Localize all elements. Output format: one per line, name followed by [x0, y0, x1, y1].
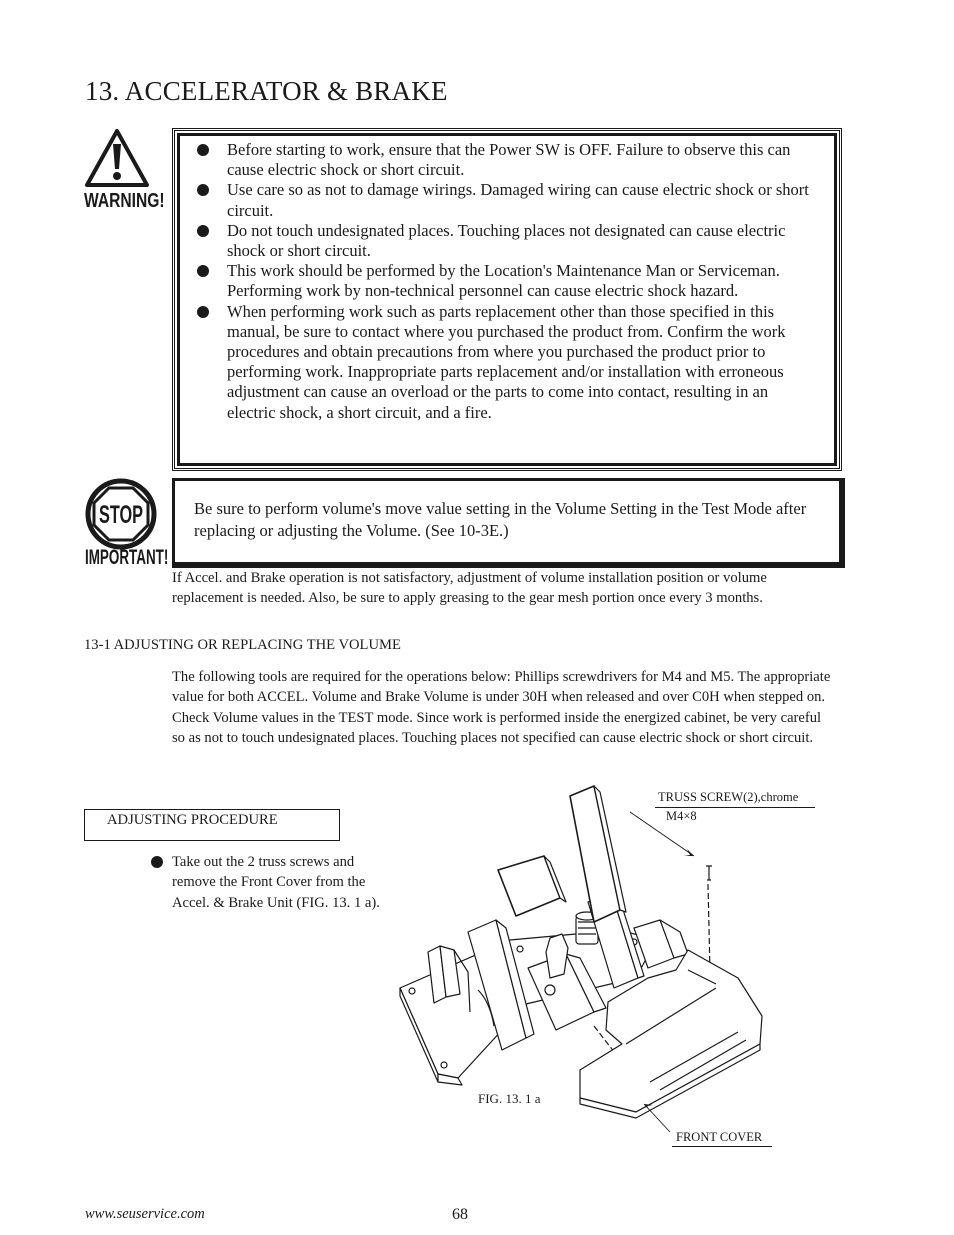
callout-truss-screw: TRUSS SCREW(2),chrome	[658, 790, 799, 804]
stop-octagon-icon	[84, 478, 158, 550]
page-title: 13. ACCELERATOR & BRAKE	[85, 76, 448, 106]
tools-paragraph: The following tools are required for the operations below: Phillips screwdrivers for M4 and M5. The appropriate value for both ACCEL. Volume and Brake Volume is under 30H when released and over C0H when stepped on. Check Volume values in the TEST mode. Since work is performed inside the energized cabinet, be very careful so as not to touch undesignated places. Touching places not specified can cause electric shock or short circuit.	[172, 669, 831, 746]
callout-underline	[655, 807, 815, 808]
warning-item: Before starting to work, ensure that the Power SW is OFF. Failure to observe this can cause electric shock or short circuit.	[193, 140, 813, 180]
stop-icon-text: STOP	[99, 501, 143, 529]
procedure-label: ADJUSTING PROCEDURE	[107, 812, 278, 828]
callout-underline	[672, 1146, 772, 1147]
warning-list	[193, 140, 813, 423]
important-text: Be sure to perform volume's move value setting in the Volume Setting in the Test Mode after replacing or adjusting the Volume. (See 10-3E.)	[194, 499, 807, 540]
important-label: IMPORTANT!	[85, 546, 169, 569]
warning-item: Use care so as not to damage wirings. Damaged wiring can cause electric shock or short circuit.	[193, 180, 813, 220]
important-box	[172, 478, 845, 568]
warning-box	[172, 128, 842, 471]
pedal-unit-illustration	[398, 782, 778, 1152]
callout-front-cover: FRONT COVER	[676, 1130, 763, 1144]
warning-triangle-icon	[84, 128, 150, 188]
figure-caption: FIG. 13. 1 a	[478, 1091, 541, 1106]
callout-screw-size: M4×8	[666, 809, 697, 823]
step-bullet	[151, 856, 163, 868]
footer-link[interactable]: www.seuservice.com	[85, 1206, 205, 1222]
warning-item: This work should be performed by the Location's Maintenance Man or Serviceman. Performing work by non-technical personnel can cause electric shock hazard.	[193, 261, 813, 301]
section-heading: 13-1 ADJUSTING OR REPLACING THE VOLUME	[84, 637, 401, 653]
warning-label: WARNING!	[84, 190, 165, 212]
warning-item: When performing work such as parts replacement other than those specified in this manual, be sure to contact where you purchased the product from. Confirm the work procedures and obtain precautions from where you purchased the product prior to performing work. Inappropriate parts replacement and/or installation with erroneous adjustment can cause an overload or the parts to come into contact, resulting in an electric shock, a short circuit, and a fire.	[193, 302, 813, 423]
warning-item: Do not touch undesignated places. Touching places not designated can cause electric shock or short circuit.	[193, 221, 813, 261]
page-number: 68	[452, 1206, 468, 1223]
step-1-text: Take out the 2 truss screws and remove the Front Cover from the Accel. & Brake Unit (FIG. 13. 1 a).	[172, 854, 380, 911]
procedure-label-box	[84, 809, 340, 841]
intro-paragraph: If Accel. and Brake operation is not satisfactory, adjustment of volume installation position or volume replacement is needed. Also, be sure to apply greasing to the gear mesh portion once every 3 months.	[172, 570, 767, 607]
